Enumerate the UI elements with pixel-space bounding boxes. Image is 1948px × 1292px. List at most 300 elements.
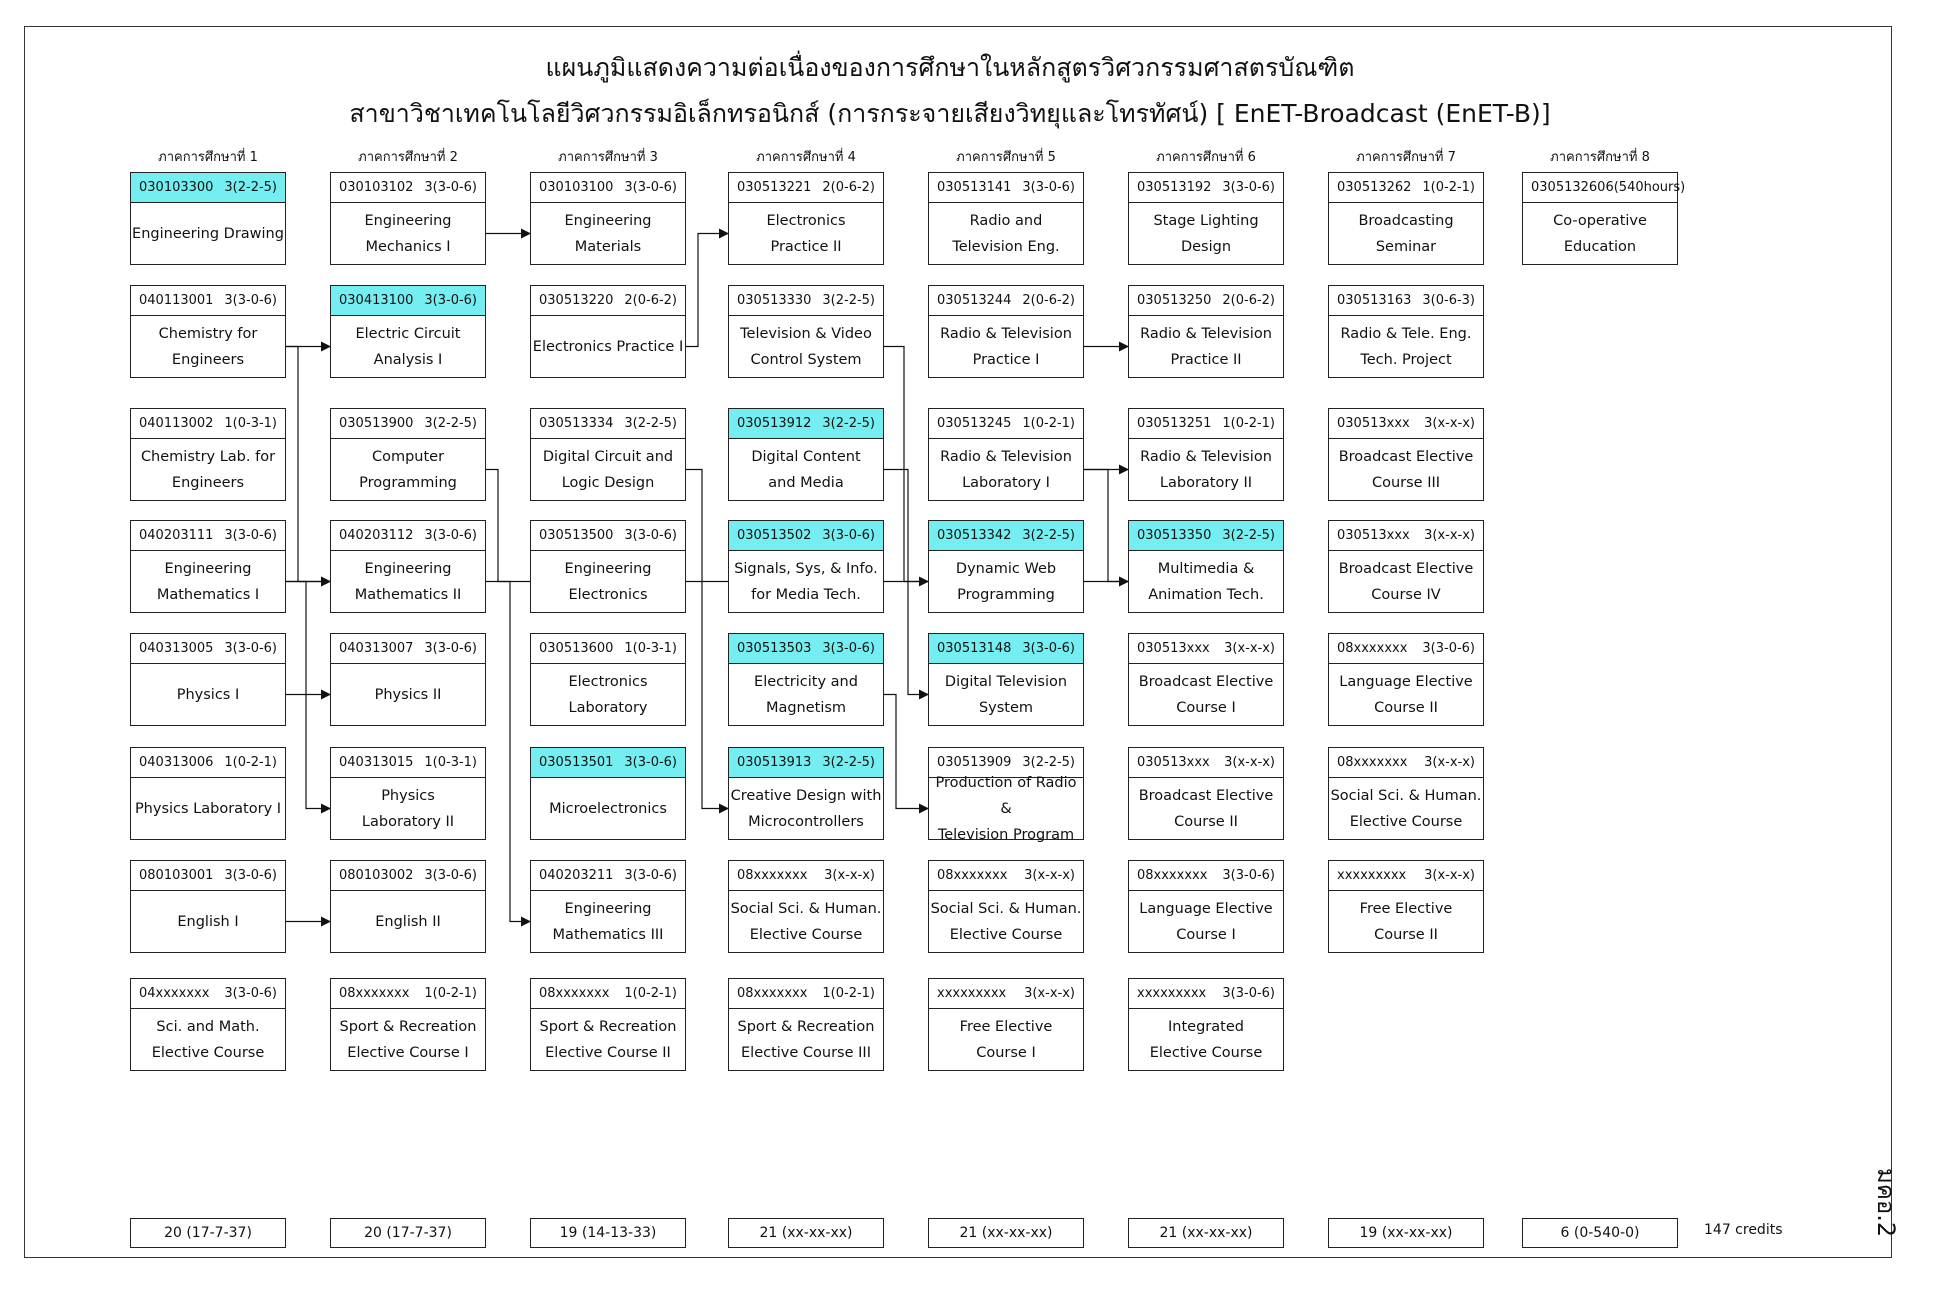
course-name	[1329, 316, 1483, 377]
course-header	[531, 748, 685, 778]
course-header	[331, 634, 485, 664]
course-credit: 1(0-2-1)	[424, 986, 477, 1001]
course-name-line: Engineering	[164, 560, 252, 577]
course-name	[531, 1009, 685, 1070]
course-header	[131, 634, 285, 664]
course-box	[530, 408, 686, 501]
course-name-line: Seminar	[1375, 238, 1437, 255]
course-box	[330, 633, 486, 726]
course-name-line: Course I	[1176, 699, 1236, 716]
course-code: 08xxxxxxx	[1137, 868, 1208, 883]
course-name-line: Laboratory II	[1159, 474, 1253, 491]
course-code: 030103102	[339, 180, 414, 195]
course-header	[1329, 521, 1483, 551]
course-name	[729, 778, 883, 839]
course-name	[729, 551, 883, 612]
course-credit: 3(x-x-x)	[824, 868, 875, 883]
course-name-line: Television Eng.	[952, 238, 1060, 255]
course-name	[929, 1009, 1083, 1070]
course-name	[729, 439, 883, 500]
course-header	[531, 861, 685, 891]
semester-total-credits: 20 (17-7-37)	[330, 1218, 486, 1248]
course-credit: 3(3-0-6)	[624, 180, 677, 195]
course-box	[330, 978, 486, 1071]
course-code: 030513xxx	[1337, 416, 1410, 431]
course-name	[1329, 664, 1483, 725]
course-code: xxxxxxxxx	[1137, 986, 1207, 1001]
course-code: 030513245	[937, 416, 1012, 431]
course-code: 030513163	[1337, 293, 1412, 308]
course-name	[531, 439, 685, 500]
course-code: 030513260	[1531, 180, 1606, 195]
course-name-line: English I	[177, 913, 239, 930]
course-box	[1128, 633, 1284, 726]
course-header	[1329, 409, 1483, 439]
course-box	[928, 408, 1084, 501]
course-box	[1128, 285, 1284, 378]
course-name-line: Electronics Practice I	[532, 338, 684, 355]
diagram-title-line-1: แผนภูมิแสดงความต่อเนื่องของการศึกษาในหลักสูตรวิศวกรรมศาสตรบัณฑิต	[545, 53, 1355, 82]
course-code: 030513330	[737, 293, 812, 308]
course-credit: 3(2-2-5)	[1022, 755, 1075, 770]
course-name	[929, 774, 1083, 843]
document-page-label: มคอ.2	[1872, 1168, 1900, 1238]
course-credit: 3(x-x-x)	[1424, 755, 1475, 770]
course-name-line: Physics I	[176, 686, 240, 703]
course-code: 030513221	[737, 180, 812, 195]
course-box	[330, 747, 486, 840]
course-header	[331, 286, 485, 316]
course-credit: 2(0-6-2)	[1022, 293, 1075, 308]
course-name-line: Radio & Television	[1140, 448, 1272, 465]
course-header	[331, 979, 485, 1009]
course-name-line: and Media	[768, 474, 844, 491]
course-code: 030513501	[539, 755, 614, 770]
course-name-line: Sport & Recreation	[737, 1018, 875, 1035]
course-name-line: Sport & Recreation	[539, 1018, 677, 1035]
course-credit: 3(3-0-6)	[1022, 641, 1075, 656]
course-name	[1129, 664, 1283, 725]
course-box	[1128, 172, 1284, 265]
course-name-line: Course I	[1176, 926, 1236, 943]
course-name	[331, 1009, 485, 1070]
course-credit: 3(3-0-6)	[624, 868, 677, 883]
course-name	[929, 664, 1083, 725]
course-header	[331, 748, 485, 778]
prerequisite-arrow	[686, 234, 728, 347]
course-credit: 1(0-3-1)	[624, 641, 677, 656]
course-box	[330, 285, 486, 378]
course-code: 080103002	[339, 868, 414, 883]
course-name	[1129, 203, 1283, 264]
course-name	[1523, 203, 1677, 264]
course-name-line: Creative Design with	[730, 787, 882, 804]
course-name-line: Course III	[1371, 474, 1441, 491]
semester-total-credits: 6 (0-540-0)	[1522, 1218, 1678, 1248]
course-name-line: Sci. and Math.	[156, 1018, 260, 1035]
course-credit: 3(2-2-5)	[624, 416, 677, 431]
course-code: 040313006	[139, 755, 214, 770]
course-name	[531, 316, 685, 377]
course-box	[1328, 520, 1484, 613]
course-name-line: Elective Course	[949, 926, 1063, 943]
course-name-line: Course I	[976, 1044, 1036, 1061]
course-name-line: Logic Design	[561, 474, 655, 491]
course-name	[729, 1009, 883, 1070]
course-credit: 3(x-x-x)	[1424, 416, 1475, 431]
course-name-line: English II	[375, 913, 441, 930]
course-code: 030103300	[139, 180, 214, 195]
course-header	[531, 979, 685, 1009]
course-name	[1329, 778, 1483, 839]
course-box	[330, 860, 486, 953]
course-header	[1523, 173, 1686, 203]
course-box	[928, 747, 1084, 843]
course-credit: 3(3-0-6)	[424, 641, 477, 656]
course-box	[728, 747, 884, 840]
diagram-title-line-2: สาขาวิชาเทคโนโลยีวิศวกรรมอิเล็กทรอนิกส์ (การกระจายเสียงวิทยุและโทรทัศน์) [ EnET-Broadcast (EnET-B)]	[349, 99, 1551, 128]
course-name-line: Practice II	[770, 238, 842, 255]
course-box	[1128, 860, 1284, 953]
course-header	[331, 173, 485, 203]
course-credit: 1(0-2-1)	[224, 755, 277, 770]
course-credit: 3(3-0-6)	[624, 528, 677, 543]
course-credit: 2(0-6-2)	[1222, 293, 1275, 308]
course-header	[1129, 979, 1283, 1009]
course-name-line: Microcontrollers	[748, 813, 864, 830]
course-name-line: Chemistry Lab. for	[140, 448, 276, 465]
course-credit: 3(3-0-6)	[224, 641, 277, 656]
course-header	[1129, 634, 1283, 664]
course-box	[130, 860, 286, 953]
course-credit: 3(2-2-5)	[424, 416, 477, 431]
course-header	[929, 521, 1083, 551]
course-name-line: Broadcasting	[1358, 212, 1454, 229]
course-header	[131, 409, 285, 439]
course-credit: 3(3-0-6)	[424, 868, 477, 883]
course-header	[1329, 748, 1483, 778]
course-credit: 1(0-3-1)	[424, 755, 477, 770]
course-name-line: Radio & Television	[1140, 325, 1272, 342]
course-name-line: Stage Lighting	[1153, 212, 1259, 229]
course-code: 030513xxx	[1137, 755, 1210, 770]
course-name	[131, 439, 285, 500]
course-name-line: Engineering Drawing	[132, 225, 284, 242]
course-box	[530, 285, 686, 378]
course-code: 030513192	[1137, 180, 1212, 195]
course-name-line: Social Sci. & Human.	[1330, 787, 1482, 804]
course-credit: 1(0-3-1)	[224, 416, 277, 431]
course-credit: 3(3-0-6)	[624, 755, 677, 770]
course-box	[928, 978, 1084, 1071]
course-credit: 1(0-2-1)	[822, 986, 875, 1001]
course-credit: 3(3-0-6)	[424, 293, 477, 308]
course-name-line: Multimedia &	[1157, 560, 1255, 577]
course-box	[1128, 520, 1284, 613]
course-code: 030513912	[737, 416, 812, 431]
course-name-line: Tech. Project	[1360, 351, 1452, 368]
course-code: 030513148	[937, 641, 1012, 656]
course-name	[531, 778, 685, 839]
course-code: 030513900	[339, 416, 414, 431]
course-code: 08xxxxxxx	[339, 986, 410, 1001]
course-code: 040313015	[339, 755, 414, 770]
course-code: 030513141	[937, 180, 1012, 195]
semester-label-5: ภาคการศึกษาที่ 5	[956, 150, 1056, 165]
course-name-line: for Media Tech.	[751, 586, 861, 603]
course-name	[929, 551, 1083, 612]
course-code: 08xxxxxxx	[937, 868, 1008, 883]
semester-total-credits: 21 (xx-xx-xx)	[1128, 1218, 1284, 1248]
course-box	[728, 408, 884, 501]
semester-label-6: ภาคการศึกษาที่ 6	[1156, 150, 1256, 165]
course-code: 030513503	[737, 641, 812, 656]
course-code: 040313005	[139, 641, 214, 656]
course-credit: 3(3-0-6)	[1222, 180, 1275, 195]
course-header	[729, 634, 883, 664]
prerequisite-arrow	[486, 582, 530, 922]
course-credit: 1(0-2-1)	[1422, 180, 1475, 195]
course-name	[531, 664, 685, 725]
course-box	[130, 520, 286, 613]
course-header	[929, 979, 1083, 1009]
course-credit: 3(3-0-6)	[1222, 986, 1275, 1001]
course-name-line: Radio & Television	[940, 448, 1072, 465]
course-code: 08xxxxxxx	[737, 986, 808, 1001]
course-name	[729, 664, 883, 725]
course-credit: 3(2-2-5)	[822, 293, 875, 308]
course-name	[531, 203, 685, 264]
course-name-line: Physics	[381, 787, 435, 804]
course-name-line: Chemistry for	[158, 325, 258, 342]
course-credit: 3(x-x-x)	[1224, 641, 1275, 656]
course-header	[531, 634, 685, 664]
course-name	[1129, 439, 1283, 500]
course-credit: 3(3-0-6)	[224, 293, 277, 308]
course-name-line: Practice I	[972, 351, 1040, 368]
course-name-line: Free Elective	[1359, 900, 1453, 917]
semester-total-credits: 21 (xx-xx-xx)	[928, 1218, 1084, 1248]
course-name-line: Television Program	[937, 826, 1075, 843]
course-name-line: Television & Video	[740, 325, 872, 342]
course-header	[1129, 409, 1283, 439]
course-name-line: Electric Circuit	[355, 325, 461, 342]
course-name-line: Language Elective	[1339, 673, 1473, 690]
course-code: 030513909	[937, 755, 1012, 770]
course-code: 030413100	[339, 293, 414, 308]
course-box	[728, 285, 884, 378]
course-name-line: Digital Television	[944, 673, 1068, 690]
course-name-line: Physics Laboratory I	[134, 800, 282, 817]
course-name-line: Social Sci. & Human.	[730, 900, 882, 917]
course-name-line: Radio & Television	[940, 325, 1072, 342]
course-header	[331, 521, 485, 551]
total-credits: 147 credits	[1704, 1222, 1783, 1238]
course-name-line: Mathematics I	[156, 586, 260, 603]
course-name-line: Course II	[1174, 813, 1238, 830]
course-credit: 3(2-2-5)	[224, 180, 277, 195]
course-credit: 3(3-0-6)	[1222, 868, 1275, 883]
course-credit: 3(x-x-x)	[1424, 868, 1475, 883]
course-name	[929, 891, 1083, 952]
course-box	[728, 172, 884, 265]
course-name-line: Mathematics II	[354, 586, 462, 603]
course-box	[928, 172, 1084, 265]
course-name	[729, 203, 883, 264]
course-name	[1329, 439, 1483, 500]
course-name-line: Electronics	[568, 673, 648, 690]
course-code: 030513xxx	[1337, 528, 1410, 543]
course-box	[728, 860, 884, 953]
course-header	[531, 409, 685, 439]
course-box	[530, 978, 686, 1071]
course-code: 030103100	[539, 180, 614, 195]
course-name-line: Education	[1563, 238, 1637, 255]
course-name-line: Electronics	[766, 212, 846, 229]
course-header	[729, 409, 883, 439]
course-code: 030513913	[737, 755, 812, 770]
course-name	[531, 891, 685, 952]
course-header	[1329, 286, 1483, 316]
course-name-line: Programming	[359, 474, 457, 491]
course-credit: 3(2-2-5)	[1022, 528, 1075, 543]
course-name	[331, 316, 485, 377]
course-code: 040113002	[139, 416, 214, 431]
course-name	[1329, 203, 1483, 264]
course-header	[331, 409, 485, 439]
course-header	[131, 173, 285, 203]
course-code: 08xxxxxxx	[539, 986, 610, 1001]
course-name	[929, 316, 1083, 377]
course-header	[1329, 173, 1483, 203]
course-box	[530, 633, 686, 726]
course-code: 040203211	[539, 868, 614, 883]
course-box	[728, 520, 884, 613]
course-code: 030513220	[539, 293, 614, 308]
course-credit: 2(0-6-2)	[822, 180, 875, 195]
course-name-line: Broadcast Elective	[1338, 560, 1474, 577]
course-credit: 6(540hours)	[1605, 180, 1686, 195]
semester-label-7: ภาคการศึกษาที่ 7	[1356, 150, 1456, 165]
course-box	[1128, 978, 1284, 1071]
course-box	[530, 747, 686, 840]
course-name	[1329, 551, 1483, 612]
course-code: xxxxxxxxx	[937, 986, 1007, 1001]
course-credit: 3(2-2-5)	[1222, 528, 1275, 543]
course-header	[929, 634, 1083, 664]
semester-label-2: ภาคการศึกษาที่ 2	[358, 150, 458, 165]
course-box	[1522, 172, 1686, 265]
course-credit: 3(3-0-6)	[224, 868, 277, 883]
course-header	[729, 861, 883, 891]
course-code: 030513262	[1337, 180, 1412, 195]
course-name-line: Magnetism	[765, 699, 847, 716]
course-credit: 2(0-6-2)	[624, 293, 677, 308]
semester-label-8: ภาคการศึกษาที่ 8	[1550, 150, 1650, 165]
course-name-line: Engineers	[171, 351, 245, 368]
course-header	[729, 286, 883, 316]
course-credit: 3(2-2-5)	[822, 755, 875, 770]
course-header	[531, 521, 685, 551]
course-box	[130, 633, 286, 726]
course-name-line: Engineering	[364, 560, 452, 577]
course-code: 030513342	[937, 528, 1012, 543]
course-code: xxxxxxxxx	[1337, 868, 1407, 883]
course-header	[929, 861, 1083, 891]
course-name-line: Electricity and	[754, 673, 858, 690]
course-name	[929, 203, 1083, 264]
course-name-line: Social Sci. & Human.	[930, 900, 1082, 917]
course-header	[1129, 861, 1283, 891]
course-name-line: Co-operative	[1553, 212, 1647, 229]
course-name	[729, 316, 883, 377]
course-credit: 3(3-0-6)	[224, 986, 277, 1001]
course-name	[1129, 316, 1283, 377]
course-name-line: Broadcast Elective	[1338, 448, 1474, 465]
course-header	[729, 521, 883, 551]
course-code: 030513350	[1137, 528, 1212, 543]
course-header	[131, 748, 285, 778]
course-code: 030513251	[1137, 416, 1212, 431]
course-credit: 3(x-x-x)	[1424, 528, 1475, 543]
course-box	[330, 408, 486, 501]
course-name-line: Design	[1180, 238, 1232, 255]
prerequisite-arrow	[686, 470, 728, 809]
course-credit: 3(0-6-3)	[1422, 293, 1475, 308]
course-header	[729, 979, 883, 1009]
course-name-line: Elective Course	[151, 1044, 265, 1061]
course-name-line: Microelectronics	[549, 800, 667, 817]
course-box	[1328, 408, 1484, 501]
course-name-line: Radio and	[969, 212, 1043, 229]
semester-label-3: ภาคการศึกษาที่ 3	[558, 150, 658, 165]
course-credit: 3(2-2-5)	[822, 416, 875, 431]
course-box	[928, 285, 1084, 378]
course-credit: 3(x-x-x)	[1224, 755, 1275, 770]
course-code: 030513500	[539, 528, 614, 543]
course-name	[131, 316, 285, 377]
course-box	[1328, 633, 1484, 726]
course-box	[928, 520, 1084, 613]
course-credit: 3(x-x-x)	[1024, 986, 1075, 1001]
course-box	[1328, 747, 1484, 840]
course-header	[1129, 521, 1283, 551]
course-credit: 3(3-0-6)	[822, 641, 875, 656]
course-name-line: Engineers	[171, 474, 245, 491]
course-name-line: Control System	[750, 351, 862, 368]
course-credit: 3(3-0-6)	[424, 180, 477, 195]
course-name-line: Analysis I	[373, 351, 443, 368]
course-name-line: Elective Course III	[741, 1044, 871, 1061]
course-box	[1328, 860, 1484, 953]
course-code: 030513600	[539, 641, 614, 656]
course-name-line: Elective Course	[749, 926, 863, 943]
course-box	[530, 860, 686, 953]
course-name-line: Engineering	[564, 212, 652, 229]
course-box	[130, 172, 286, 265]
course-box	[130, 285, 286, 378]
course-name-line: Broadcast Elective	[1138, 787, 1274, 804]
semester-total-credits: 19 (14-13-33)	[530, 1218, 686, 1248]
course-name-line: Signals, Sys, & Info.	[734, 560, 878, 577]
course-box	[928, 860, 1084, 953]
course-header	[1329, 861, 1483, 891]
course-name-line: Integrated	[1168, 1018, 1244, 1035]
course-code: 04xxxxxxx	[139, 986, 210, 1001]
course-name	[331, 891, 485, 952]
course-box	[728, 978, 884, 1071]
course-name	[1129, 778, 1283, 839]
